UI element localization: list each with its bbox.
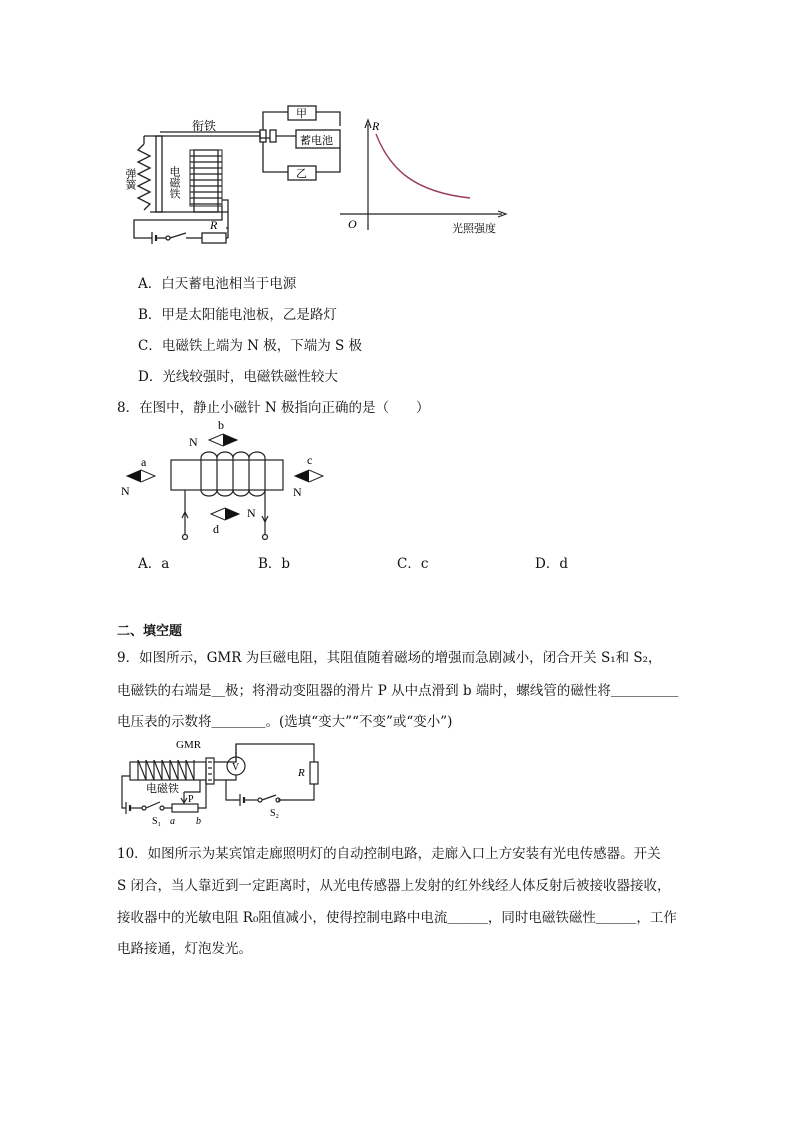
q8-option-d: D．d xyxy=(535,556,568,572)
needle-c-n: N xyxy=(293,485,302,499)
q7-option-d: D．光线较强时，电磁铁磁性较大 xyxy=(138,369,338,385)
needle-d-label: d xyxy=(213,522,219,536)
yi-label: 乙 xyxy=(296,168,307,180)
electromagnet-label: 电磁铁 xyxy=(168,166,180,199)
q7-relay-circuit-figure xyxy=(110,100,530,250)
s1-label: S₁ xyxy=(152,816,162,827)
spring-label: 弹簧 xyxy=(124,168,136,190)
electromagnet-label-q9: 电磁铁 xyxy=(146,783,179,795)
q9-line-3: 电压表的示数将＿＿＿＿。(选填“变大”“不变”或“变小”) xyxy=(117,714,453,730)
q10-line-2: S 闭合，当人靠近到一定距离时，从光电传感器上发射的红外线经人体反射后被接收器接收， xyxy=(117,878,671,894)
graph-x-label: 光照强度 xyxy=(452,223,496,235)
needle-d-n: N xyxy=(247,506,256,520)
resistor-r-label-q9: R xyxy=(298,767,305,779)
graph-origin-label: O xyxy=(348,217,357,231)
q8-option-c: C．c xyxy=(397,556,429,572)
q7-option-b: B．甲是太阳能电池板，乙是路灯 xyxy=(138,307,337,323)
q10-line-3: 接收器中的光敏电阻 R₀阻值减小，使得控制电路中电流＿＿＿，同时电磁铁磁性＿＿＿，工作 xyxy=(117,910,677,926)
rheostat-a-label: a xyxy=(170,816,175,827)
resistor-r-label: R xyxy=(210,218,218,232)
needle-a-label: a xyxy=(141,455,147,469)
q10-line-1: 10．如图所示为某宾馆走廊照明灯的自动控制电路，走廊入口上方安装有光电传感器。开关 xyxy=(117,846,661,862)
needle-c-label: c xyxy=(307,453,313,467)
q9-gmr-circuit-figure xyxy=(110,736,325,828)
q7-option-a: A．白天蓄电池相当于电源 xyxy=(138,276,297,292)
q8-option-a: A．a xyxy=(138,556,170,572)
q8-stem: 8．在图中，静止小磁针 N 极指向正确的是（ ） xyxy=(117,400,430,416)
s2-label: S₂ xyxy=(270,808,280,819)
section-title-fill-in: 二、填空题 xyxy=(117,624,183,639)
q7-option-c: C．电磁铁上端为 N 极，下端为 S 极 xyxy=(138,338,363,354)
needle-b-label: b xyxy=(218,418,224,432)
gmr-label: GMR xyxy=(176,739,202,751)
graph-y-label: R xyxy=(372,119,380,133)
voltmeter-label: V xyxy=(232,762,240,773)
r-light-curve xyxy=(376,134,470,198)
needle-b-n: N xyxy=(189,435,198,449)
battery-label: 蓄电池 xyxy=(300,135,333,147)
slider-p-label: P xyxy=(188,794,194,805)
q9-line-1: 9．如图所示，GMR 为巨磁电阻，其阻值随着磁场的增强而急剧减小，闭合开关 S₁和 S₂， xyxy=(117,650,662,666)
q10-line-4: 电路接通，灯泡发光。 xyxy=(117,941,252,957)
needle-a-n: N xyxy=(121,484,130,498)
q8-solenoid-figure xyxy=(115,418,345,546)
jia-label: 甲 xyxy=(296,108,307,120)
armature-label: 衔铁 xyxy=(192,119,217,133)
q8-option-b: B．b xyxy=(258,556,291,572)
rheostat-b-label: b xyxy=(196,816,201,827)
q9-line-2: 电磁铁的右端是＿极；将滑动变阻器的滑片 P 从中点滑到 b 端时，螺线管的磁性将＿＿＿＿＿ xyxy=(117,683,679,699)
